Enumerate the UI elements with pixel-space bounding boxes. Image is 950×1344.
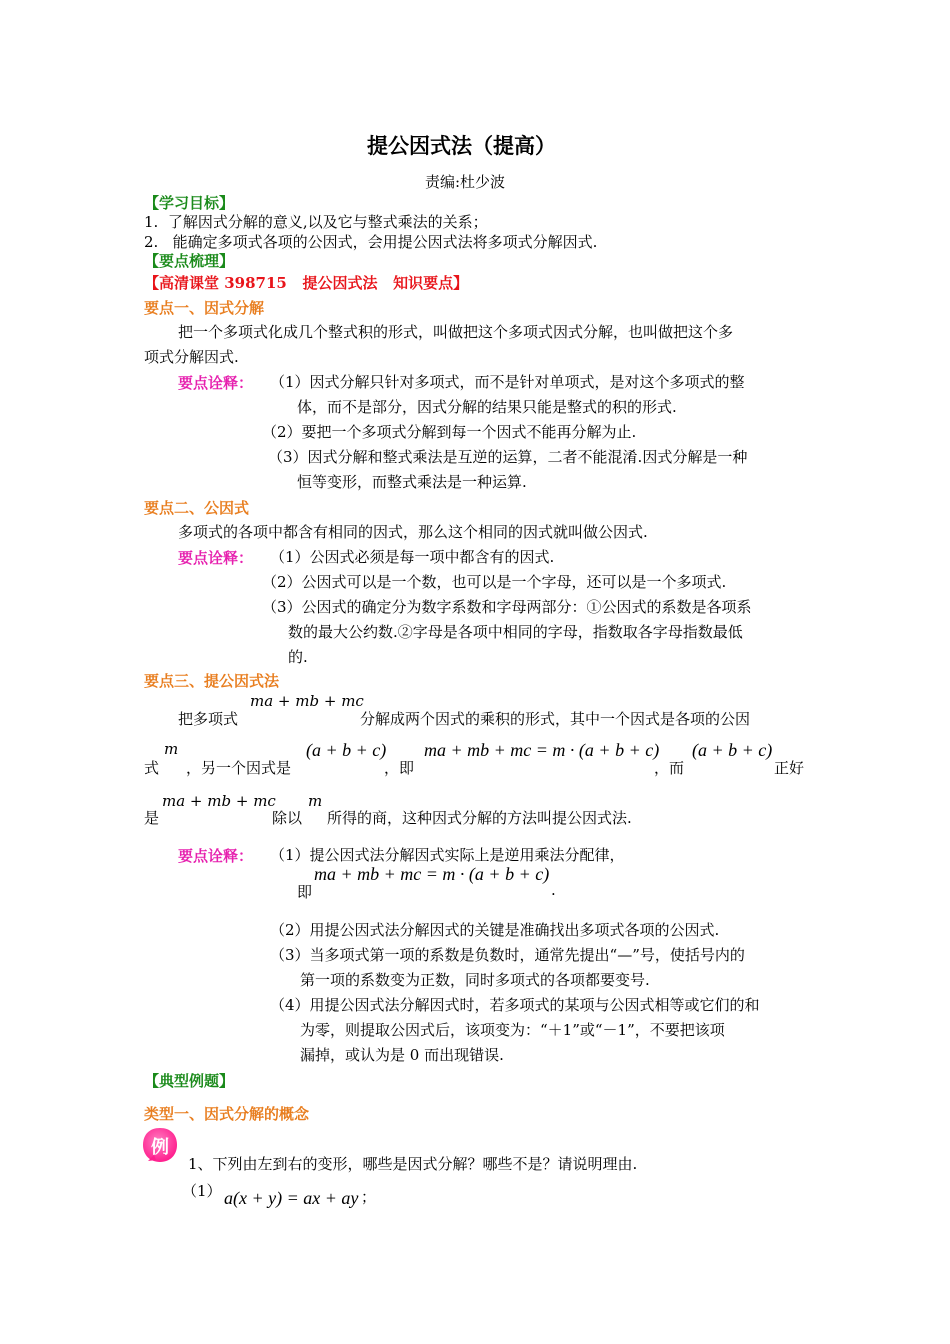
point2-note3-line3: 的. <box>288 648 308 666</box>
examples-header: 【典型例题】 <box>144 1072 235 1090</box>
point3-line3-math: ma + mb + mc <box>162 792 276 810</box>
point1-note-label: 要点诠释： <box>178 374 254 392</box>
hd-class-link[interactable]: 【高清课堂 398715 提公因式法 知识要点】 <box>144 274 469 292</box>
page-title: 提公因式法（提高） <box>367 133 556 158</box>
point1-para-line1: 把一个多项式化成几个整式积的形式，叫做把这个多项式因式分解，也叫做把这个多 <box>178 323 734 341</box>
editor-line: 责编:杜少波 <box>425 173 506 191</box>
point1-note2: （2）要把一个多项式分解到每一个因式不能再分解为止. <box>262 423 637 441</box>
point1-header: 要点一、因式分解 <box>144 299 265 317</box>
point3-note1-line1: （1）提公因式法分解因式实际上是逆用乘法分配律， <box>270 846 625 864</box>
point3-line2-e: 正好 <box>774 759 805 777</box>
point3-line1-b: 分解成两个因式的乘积的形式，其中一个因式是各项的公因 <box>360 710 751 728</box>
point2-note3-line2: 数的最大公约数.②字母是各项中相同的字母，指数取各字母指数最低 <box>288 623 743 641</box>
point3-line2-d: ，而 <box>654 759 685 777</box>
point1-note1-line2: 体，而不是部分，因式分解的结果只能是整式的积的形式. <box>297 398 677 416</box>
objective-2: 2. 能确定多项式各项的公因式，会用提公因式法将多项式分解因式. <box>144 233 598 251</box>
point3-note4-line2: 为零，则提取公因式后，该项变为：“＋1”或“－1”，不要把该项 <box>300 1021 725 1039</box>
point3-line1-math: ma + mb + mc <box>250 692 364 710</box>
point3-note2: （2）用提公因式法分解因式的关键是准确找出多项式各项的公因式. <box>270 921 720 939</box>
point3-line3-c: 所得的商，这种因式分解的方法叫提公因式法. <box>327 809 632 827</box>
point3-line2-math2: ma + mb + mc = m · (a + b + c) <box>424 740 660 760</box>
point1-note3-line2: 恒等变形，而整式乘法是一种运算. <box>297 473 527 491</box>
example-badge-label: 例 <box>151 1137 169 1158</box>
point1-para-line2: 项式分解因式. <box>144 348 239 366</box>
point3-line2-math3: (a + b + c) <box>692 740 773 760</box>
point3-note1-ji: 即 <box>297 883 313 901</box>
point3-line2-m: m <box>164 740 179 758</box>
point3-line1-a: 把多项式 <box>178 710 239 728</box>
point3-line3-m: m <box>308 792 323 810</box>
point3-line2-b: ，另一个因式是 <box>186 759 292 777</box>
example1-item1-end: ； <box>361 1188 377 1206</box>
objective-1: 1. 了解因式分解的意义,以及它与整式乘法的关系； <box>144 213 488 231</box>
point2-note1: （1）公因式必须是每一项中都含有的因式. <box>270 548 555 566</box>
point2-note-label: 要点诠释： <box>178 549 254 567</box>
point3-note3-line1: （3）当多项式第一项的系数是负数时，通常先提出“—”号，使括号内的 <box>270 946 745 964</box>
point3-line2-a: 式 <box>144 759 160 777</box>
point3-note4-line3: 漏掉，或认为是 0 而出现错误. <box>300 1046 504 1064</box>
point3-header: 要点三、提公因式法 <box>144 672 280 690</box>
point3-line2-math1: (a + b + c) <box>306 740 387 760</box>
point3-note1-math: ma + mb + mc = m · (a + b + c) <box>314 864 550 884</box>
point3-note3-line2: 第一项的系数变为正数，同时多项式的各项都要变号. <box>300 971 650 989</box>
objectives-header: 【学习目标】 <box>144 194 235 212</box>
example1-question: 1、下列由左到右的变形，哪些是因式分解？哪些不是？请说明理由. <box>188 1155 638 1173</box>
point3-note1-dot: . <box>551 881 556 899</box>
point3-line3-b: 除以 <box>272 809 303 827</box>
point3-line2-c: ，即 <box>384 759 415 777</box>
point3-note-label: 要点诠释： <box>178 847 254 865</box>
example1-item1-math: a(x + y) = ax + ay <box>224 1188 359 1208</box>
point1-note3-line1: （3）因式分解和整式乘法是互逆的运算，二者不能混淆.因式分解是一种 <box>268 448 748 466</box>
point2-header: 要点二、公因式 <box>144 499 250 517</box>
point2-note3-line1: （3）公因式的确定分为数字系数和字母两部分：①公因式的系数是各项系 <box>262 598 752 616</box>
point3-note4-line1: （4）用提公因式法分解因式时，若多项式的某项与公因式相等或它们的和 <box>270 996 760 1014</box>
point1-note1-line1: （1）因式分解只针对多项式，而不是针对单项式，是对这个多项式的整 <box>270 373 745 391</box>
type1-header: 类型一、因式分解的概念 <box>144 1105 310 1123</box>
example-badge <box>140 1125 180 1165</box>
point3-line3-a: 是 <box>144 809 160 827</box>
points-header: 【要点梳理】 <box>144 252 235 270</box>
example1-item1-label: （1） <box>182 1182 222 1200</box>
point2-note2: （2）公因式可以是一个数，也可以是一个字母，还可以是一个多项式. <box>262 573 727 591</box>
point2-para: 多项式的各项中都含有相同的因式，那么这个相同的因式就叫做公因式. <box>178 523 648 541</box>
